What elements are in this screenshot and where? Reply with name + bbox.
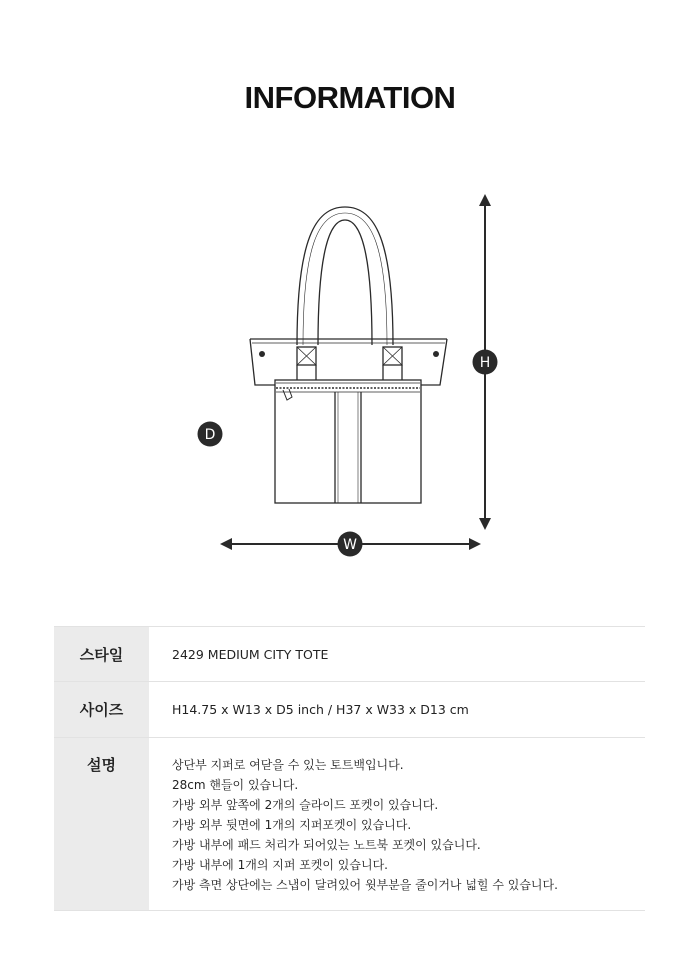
info-table: [54, 626, 645, 911]
description-line: 28cm 핸들이 있습니다.: [172, 778, 299, 792]
description-line: 가방 외부 앞쪽에 2개의 슬라이드 포켓이 있습니다.: [172, 798, 439, 812]
table-row-style: [54, 627, 645, 681]
description-list: [172, 755, 558, 895]
row-value: 2429 MEDIUM CITY TOTE: [172, 646, 329, 662]
page-title: INFORMATION: [244, 80, 456, 115]
description-line: 가방 내부에 패드 처리가 되어있는 노트북 포켓이 있습니다.: [172, 838, 481, 852]
width-label: W: [343, 537, 357, 553]
description-cell: [149, 738, 645, 910]
table-row-description: [54, 737, 645, 910]
description-line: 가방 외부 뒷면에 1개의 지퍼포켓이 있습니다.: [172, 818, 412, 832]
depth-label: D: [204, 427, 216, 443]
description-line: 상단부 지퍼로 여닫을 수 있는 토트백입니다.: [172, 758, 404, 772]
row-label: 스타일: [54, 627, 149, 681]
description-line: 가방 측면 상단에는 스냅이 달려있어 윗부분을 줄이거나 넓힐 수 있습니다.: [172, 878, 558, 892]
table-row-size: [54, 681, 645, 737]
bag-dimension-diagram: [0, 180, 700, 580]
row-label: 설명: [54, 738, 149, 910]
height-label: H: [479, 355, 491, 371]
row-value: H14.75 x W13 x D5 inch / H37 x W33 x D13 cm: [172, 702, 469, 717]
row-label: 사이즈: [54, 682, 149, 737]
description-line: 가방 내부에 1개의 지퍼 포켓이 있습니다.: [172, 858, 388, 872]
tote-bag-illustration: [250, 207, 447, 503]
